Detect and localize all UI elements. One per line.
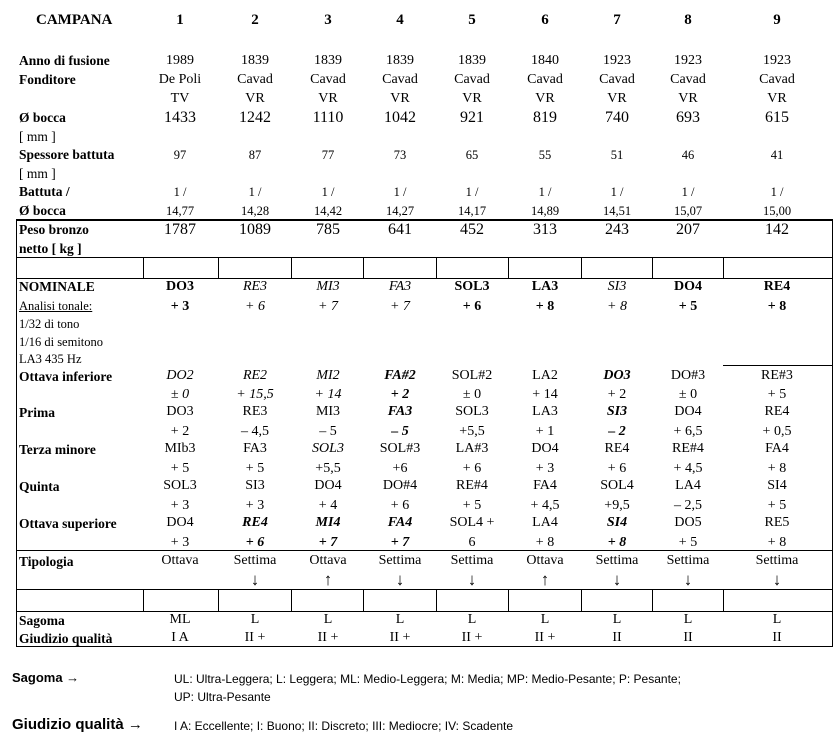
cell-peso-8: 207: [676, 221, 700, 238]
cell-terza-dev-7: + 6: [607, 461, 627, 476]
rule-col-sep-b-7: [581, 589, 582, 612]
cell-quinta-note-5: RE#4: [456, 478, 488, 493]
cell-ottava-inf-note-1: DO2: [166, 368, 194, 383]
cell-ottava-inf-dev-8: ± 0: [678, 387, 698, 402]
analisi-note-analisi: Analisi tonale:: [19, 299, 93, 313]
cell-giudizio-6: II +: [534, 630, 556, 645]
cell-quinta-note-8: LA4: [675, 478, 701, 493]
rule-spacer-top: [16, 257, 833, 258]
cell-terza-dev-8: + 4,5: [673, 461, 703, 476]
cell-quinta-note-1: SOL3: [163, 478, 197, 493]
cell-fonditore-2-5: VR: [462, 91, 482, 106]
rule-col-sep-a-9: [723, 257, 724, 279]
cell-bocca-8: 693: [676, 109, 700, 126]
cell-giudizio-1: I A: [171, 630, 189, 645]
cell-battuta-2-7: 14,51: [602, 204, 632, 218]
cell-battuta-2-9: 15,00: [762, 204, 792, 218]
row-label-nominale: NOMINALE: [19, 279, 95, 294]
cell-prima-note-4: FA3: [387, 404, 413, 419]
cell-terza-dev-3: +5,5: [315, 461, 341, 476]
cell-spessore-4: 73: [393, 148, 407, 162]
cell-ottava-sup-note-2: RE4: [242, 515, 268, 530]
cell-spessore-7: 51: [610, 148, 624, 162]
cell-battuta-2-4: 14,27: [385, 204, 415, 218]
cell-ottava-inf-dev-3: + 14: [314, 387, 342, 402]
rule-spacer2-top: [16, 589, 833, 590]
cell-battuta-2-5: 14,17: [457, 204, 487, 218]
cell-giudizio-5: II +: [461, 630, 483, 645]
cell-terza-note-1: MIb3: [164, 441, 196, 456]
cell-giudizio-8: II: [683, 630, 693, 645]
row-label-ottava-inf: Ottava inferiore: [19, 369, 113, 384]
header-campana: CAMPANA: [36, 12, 113, 28]
analisi-note-analisi-2: 1/16 di semitono: [19, 335, 104, 349]
cell-ottava-inf-dev-2: + 15,5: [236, 387, 274, 402]
cell-spessore-1: 97: [173, 148, 187, 162]
legend-sagoma-line2: UP: Ultra-Pesante: [174, 690, 271, 704]
legend-giudizio-label: Giudizio qualità →: [12, 716, 143, 733]
cell-ottava-sup-dev-3: + 7: [318, 535, 338, 550]
header-bell-6: 6: [541, 12, 549, 28]
rule-col-sep-a-6: [508, 257, 509, 279]
cell-prima-note-7: SI3: [606, 404, 628, 419]
rule-col-sep-a-4: [363, 257, 364, 279]
cell-nominale-note-1: DO3: [166, 279, 194, 294]
row-label-prima: Prima: [19, 405, 55, 420]
cell-fonditore-2-2: VR: [245, 91, 265, 106]
rule-col9-ottava: [723, 365, 833, 366]
cell-bocca-5: 921: [460, 109, 484, 126]
cell-tipologia-arrow-4: ↓: [395, 570, 405, 589]
cell-prima-note-5: SOL3: [455, 404, 489, 419]
cell-ottava-inf-note-4: FA#2: [384, 368, 416, 383]
cell-prima-note-8: DO4: [674, 404, 702, 419]
cell-tipologia-3: Ottava: [309, 553, 347, 568]
cell-peso-4: 641: [388, 221, 412, 238]
cell-spessore-8: 46: [681, 148, 695, 162]
cell-ottava-inf-note-8: DO#3: [670, 368, 706, 383]
cell-anno-5: 1839: [458, 53, 486, 68]
row-label-fonditore: Fonditore: [19, 72, 76, 87]
cell-tipologia-arrow-6: ↑: [540, 570, 550, 589]
cell-sagoma-6: L: [540, 612, 550, 627]
row-label-ottava-sup: Ottava superiore: [19, 516, 117, 531]
cell-ottava-inf-dev-7: + 2: [607, 387, 627, 402]
row-label-anno: Anno di fusione: [19, 53, 110, 68]
cell-ottava-inf-note-2: RE2: [242, 368, 268, 383]
cell-quinta-dev-5: + 5: [462, 498, 482, 513]
cell-terza-note-7: RE4: [604, 441, 630, 456]
rule-col-sep-a-5: [436, 257, 437, 279]
cell-battuta-1-7: 1 /: [610, 185, 624, 199]
cell-ottava-sup-dev-7: + 8: [607, 535, 627, 550]
header-bell-5: 5: [468, 12, 476, 28]
cell-fonditore-2-3: VR: [318, 91, 338, 106]
rule-col-sep-b-4: [363, 589, 364, 612]
cell-battuta-1-1: 1 /: [173, 185, 187, 199]
cell-quinta-note-7: SOL4: [600, 478, 634, 493]
cell-nominale-dev-1: + 3: [170, 299, 190, 314]
header-bell-9: 9: [773, 12, 781, 28]
cell-prima-dev-9: + 0,5: [762, 424, 792, 439]
cell-battuta-1-8: 1 /: [681, 185, 695, 199]
cell-anno-8: 1923: [674, 53, 702, 68]
cell-battuta-1-2: 1 /: [248, 185, 262, 199]
cell-ottava-sup-dev-2: + 6: [245, 535, 265, 550]
cell-ottava-inf-note-6: LA2: [532, 368, 558, 383]
row-label-battuta-2: Ø bocca: [19, 203, 66, 218]
row-label-terza: Terza minore: [19, 442, 96, 457]
cell-nominale-dev-5: + 6: [462, 299, 482, 314]
rule-col-sep-b-8: [652, 589, 653, 612]
cell-ottava-sup-note-9: RE5: [764, 515, 790, 530]
rule-col-sep-a-8: [652, 257, 653, 279]
cell-prima-note-6: LA3: [532, 404, 558, 419]
row-label-giudizio: Giudizio qualità: [19, 631, 113, 646]
cell-nominale-dev-4: + 7: [390, 299, 410, 314]
cell-prima-note-3: MI3: [315, 404, 341, 419]
row-label-peso-2: netto [ kg ]: [19, 241, 82, 256]
analisi-note-analisi-1: 1/32 di tono: [19, 317, 80, 331]
cell-ottava-inf-dev-6: + 14: [532, 387, 558, 402]
header-bell-7: 7: [613, 12, 621, 28]
cell-terza-note-3: SOL3: [312, 441, 344, 456]
cell-ottava-inf-dev-1: ± 0: [170, 387, 190, 402]
cell-fonditore-2-4: VR: [390, 91, 410, 106]
cell-spessore-9: 41: [770, 148, 784, 162]
cell-nominale-note-2: RE3: [242, 279, 268, 294]
cell-fonditore-1-8: Cavad: [670, 72, 706, 87]
cell-peso-7: 243: [605, 221, 629, 238]
cell-peso-3: 785: [316, 221, 340, 238]
cell-tipologia-8: Settima: [666, 553, 710, 568]
cell-peso-6: 313: [533, 221, 557, 238]
cell-quinta-dev-7: +9,5: [604, 498, 630, 513]
legend-sagoma-label: Sagoma →: [12, 670, 80, 685]
cell-giudizio-9: II: [772, 630, 782, 645]
cell-ottava-sup-note-6: LA4: [532, 515, 558, 530]
cell-fonditore-1-4: Cavad: [382, 72, 418, 87]
cell-ottava-sup-note-3: MI4: [315, 515, 341, 530]
cell-battuta-2-3: 14,42: [313, 204, 343, 218]
cell-nominale-note-4: FA3: [388, 279, 412, 294]
cell-bocca-2: 1242: [239, 109, 271, 126]
cell-bocca-4: 1042: [384, 109, 416, 126]
cell-ottava-sup-note-8: DO5: [674, 515, 702, 530]
rule-left-border: [16, 219, 17, 647]
cell-bocca-6: 819: [533, 109, 557, 126]
cell-battuta-2-1: 14,77: [165, 204, 195, 218]
cell-peso-2: 1089: [239, 221, 271, 238]
row-label-bocca-unit: [ mm ]: [19, 129, 56, 144]
cell-prima-note-9: RE4: [764, 404, 790, 419]
cell-tipologia-arrow-5: ↓: [467, 570, 477, 589]
cell-quinta-dev-4: + 6: [390, 498, 410, 513]
cell-fonditore-2-1: TV: [170, 91, 190, 106]
cell-battuta-1-9: 1 /: [770, 185, 784, 199]
cell-spessore-3: 77: [321, 148, 335, 162]
cell-battuta-1-6: 1 /: [538, 185, 552, 199]
cell-terza-dev-2: + 5: [245, 461, 265, 476]
cell-tipologia-6: Ottava: [526, 553, 564, 568]
cell-battuta-2-2: 14,28: [240, 204, 270, 218]
cell-giudizio-2: II +: [244, 630, 266, 645]
cell-ottava-sup-dev-6: + 8: [535, 535, 555, 550]
cell-tipologia-arrow-3: ↑: [323, 570, 333, 589]
cell-prima-dev-4: – 5: [391, 424, 409, 439]
cell-ottava-sup-note-1: DO4: [166, 515, 194, 530]
cell-anno-2: 1839: [241, 53, 269, 68]
cell-battuta-2-8: 15,07: [673, 204, 703, 218]
row-label-bocca: Ø bocca: [19, 110, 66, 125]
cell-ottava-sup-dev-5: 6: [468, 535, 476, 550]
cell-fonditore-2-9: VR: [767, 91, 787, 106]
cell-quinta-dev-6: + 4,5: [530, 498, 560, 513]
cell-ottava-sup-dev-1: + 3: [170, 535, 190, 550]
cell-battuta-1-5: 1 /: [465, 185, 479, 199]
header-bell-3: 3: [324, 12, 332, 28]
cell-sagoma-5: L: [467, 612, 477, 627]
cell-prima-dev-7: – 2: [608, 424, 626, 439]
cell-tipologia-2: Settima: [233, 553, 277, 568]
legend-giudizio-text: I A: Eccellente; I: Buono; II: Discreto; III: Mediocre; IV: Scadente: [174, 719, 514, 733]
cell-terza-dev-1: + 5: [170, 461, 190, 476]
cell-fonditore-2-7: VR: [607, 91, 627, 106]
cell-ottava-inf-dev-4: + 2: [390, 387, 410, 402]
rule-col-sep-b-3: [291, 589, 292, 612]
cell-bocca-1: 1433: [164, 109, 196, 126]
row-label-quinta: Quinta: [19, 479, 60, 494]
cell-ottava-sup-dev-9: + 8: [767, 535, 787, 550]
cell-ottava-inf-note-5: SOL#2: [451, 368, 493, 383]
cell-ottava-inf-note-7: DO3: [603, 368, 631, 383]
cell-terza-dev-6: + 3: [535, 461, 555, 476]
cell-prima-dev-6: + 1: [535, 424, 555, 439]
cell-ottava-inf-note-9: RE#3: [761, 368, 793, 383]
cell-peso-1: 1787: [164, 221, 196, 238]
cell-sagoma-9: L: [772, 612, 782, 627]
cell-quinta-note-9: SI4: [767, 478, 787, 493]
cell-peso-5: 452: [460, 221, 484, 238]
cell-tipologia-arrow-7: ↓: [612, 570, 622, 589]
cell-quinta-dev-3: + 4: [318, 498, 338, 513]
cell-tipologia-7: Settima: [595, 553, 639, 568]
cell-sagoma-7: L: [612, 612, 622, 627]
cell-giudizio-7: II: [612, 630, 622, 645]
cell-nominale-note-7: SI3: [607, 279, 627, 294]
rule-col-sep-a-2: [218, 257, 219, 279]
cell-fonditore-1-9: Cavad: [759, 72, 795, 87]
cell-ottava-sup-note-7: SI4: [606, 515, 628, 530]
row-label-spessore: Spessore battuta: [19, 147, 115, 162]
cell-prima-dev-1: + 2: [170, 424, 190, 439]
cell-anno-3: 1839: [314, 53, 342, 68]
cell-battuta-1-3: 1 /: [321, 185, 335, 199]
cell-tipologia-arrow-8: ↓: [683, 570, 693, 589]
cell-spessore-2: 87: [248, 148, 262, 162]
rule-col-sep-b-2: [218, 589, 219, 612]
cell-terza-note-9: FA4: [765, 441, 789, 456]
cell-bocca-7: 740: [605, 109, 629, 126]
analisi-note-analisi-3: LA3 435 Hz: [19, 352, 82, 366]
cell-anno-6: 1840: [531, 53, 559, 68]
rule-right-border: [832, 219, 833, 647]
cell-spessore-5: 65: [465, 148, 479, 162]
cell-terza-dev-9: + 8: [767, 461, 787, 476]
cell-anno-1: 1989: [166, 53, 194, 68]
cell-anno-9: 1923: [763, 53, 791, 68]
header-bell-2: 2: [251, 12, 259, 28]
cell-quinta-dev-8: – 2,5: [674, 498, 702, 513]
legend-sagoma-line1: UL: Ultra-Leggera; L: Leggera; ML: Medio-Leggera; M: Media; MP: Medio-Pesante; P: Pesante;: [174, 672, 681, 686]
cell-prima-dev-3: – 5: [319, 424, 337, 439]
cell-giudizio-3: II +: [317, 630, 339, 645]
cell-nominale-dev-8: + 5: [678, 299, 698, 314]
cell-quinta-note-4: DO#4: [382, 478, 418, 493]
cell-tipologia-1: Ottava: [161, 553, 199, 568]
cell-nominale-note-6: LA3: [531, 279, 559, 294]
cell-peso-9: 142: [765, 221, 789, 238]
cell-nominale-note-8: DO4: [674, 279, 702, 294]
cell-fonditore-1-5: Cavad: [454, 72, 490, 87]
cell-nominale-dev-3: + 7: [318, 299, 338, 314]
cell-prima-note-1: DO3: [166, 404, 194, 419]
cell-spessore-6: 55: [538, 148, 552, 162]
rule-col-sep-b-6: [508, 589, 509, 612]
cell-terza-note-6: DO4: [531, 441, 559, 456]
cell-bocca-3: 1110: [312, 109, 344, 126]
cell-fonditore-1-6: Cavad: [527, 72, 563, 87]
cell-battuta-1-4: 1 /: [393, 185, 407, 199]
cell-fonditore-1-3: Cavad: [310, 72, 346, 87]
cell-nominale-note-3: MI3: [316, 279, 340, 294]
cell-tipologia-5: Settima: [450, 553, 494, 568]
cell-sagoma-1: ML: [169, 612, 191, 627]
cell-ottava-sup-dev-8: + 5: [678, 535, 698, 550]
cell-sagoma-8: L: [683, 612, 693, 627]
rule-col-sep-a-3: [291, 257, 292, 279]
cell-nominale-note-5: SOL3: [454, 279, 490, 294]
cell-sagoma-2: L: [250, 612, 260, 627]
cell-prima-dev-5: +5,5: [459, 424, 485, 439]
rule-col-sep-b-5: [436, 589, 437, 612]
cell-nominale-dev-7: + 8: [607, 299, 627, 314]
cell-sagoma-4: L: [395, 612, 405, 627]
cell-tipologia-4: Settima: [378, 553, 422, 568]
header-bell-8: 8: [684, 12, 692, 28]
cell-prima-dev-8: + 6,5: [673, 424, 703, 439]
cell-prima-dev-2: – 4,5: [241, 424, 269, 439]
cell-ottava-sup-note-5: SOL4 +: [449, 515, 495, 530]
row-label-spessore-unit: [ mm ]: [19, 166, 56, 181]
header-bell-1: 1: [176, 12, 184, 28]
cell-fonditore-2-6: VR: [535, 91, 555, 106]
cell-quinta-dev-2: + 3: [245, 498, 265, 513]
cell-anno-4: 1839: [386, 53, 414, 68]
cell-terza-dev-4: +6: [392, 461, 408, 476]
cell-battuta-2-6: 14,89: [530, 204, 560, 218]
cell-ottava-inf-dev-9: + 5: [767, 387, 787, 402]
rule-col-sep-b-9: [723, 589, 724, 612]
cell-terza-note-5: LA#3: [455, 441, 489, 456]
cell-nominale-dev-9: + 8: [767, 299, 787, 314]
cell-ottava-sup-dev-4: + 7: [390, 535, 410, 550]
cell-giudizio-4: II +: [389, 630, 411, 645]
header-bell-4: 4: [396, 12, 404, 28]
cell-fonditore-1-2: Cavad: [237, 72, 273, 87]
rule-col-sep-b-1: [143, 589, 144, 612]
row-label-peso-1: Peso bronzo: [19, 222, 89, 237]
cell-quinta-dev-1: + 3: [170, 498, 190, 513]
cell-terza-note-4: SOL#3: [379, 441, 421, 456]
cell-anno-7: 1923: [603, 53, 631, 68]
cell-nominale-dev-2: + 6: [245, 299, 265, 314]
cell-nominale-dev-6: + 8: [535, 299, 555, 314]
cell-tipologia-arrow-9: ↓: [772, 570, 782, 589]
cell-ottava-inf-note-3: MI2: [316, 368, 340, 383]
cell-quinta-dev-9: + 5: [767, 498, 787, 513]
cell-terza-note-2: FA3: [243, 441, 267, 456]
cell-fonditore-1-7: Cavad: [599, 72, 635, 87]
cell-tipologia-9: Settima: [755, 553, 799, 568]
cell-fonditore-2-8: VR: [678, 91, 698, 106]
cell-bocca-9: 615: [765, 109, 789, 126]
cell-ottava-sup-note-4: FA4: [387, 515, 413, 530]
cell-tipologia-arrow-2: ↓: [250, 570, 260, 589]
row-label-sagoma: Sagoma: [19, 613, 65, 628]
cell-ottava-inf-dev-5: ± 0: [462, 387, 482, 402]
cell-quinta-note-2: SI3: [245, 478, 265, 493]
cell-fonditore-1-1: De Poli: [158, 72, 202, 87]
row-label-battuta-1: Battuta /: [19, 184, 70, 199]
cell-quinta-note-6: FA4: [533, 478, 557, 493]
row-label-tipologia: Tipologia: [19, 554, 74, 569]
cell-terza-dev-5: + 6: [462, 461, 482, 476]
rule-col-sep-a-7: [581, 257, 582, 279]
cell-prima-note-2: RE3: [242, 404, 268, 419]
cell-nominale-note-9: RE4: [763, 279, 791, 294]
cell-quinta-note-3: DO4: [314, 478, 342, 493]
cell-sagoma-3: L: [323, 612, 333, 627]
rule-col-sep-a-1: [143, 257, 144, 279]
cell-terza-note-8: RE#4: [672, 441, 704, 456]
